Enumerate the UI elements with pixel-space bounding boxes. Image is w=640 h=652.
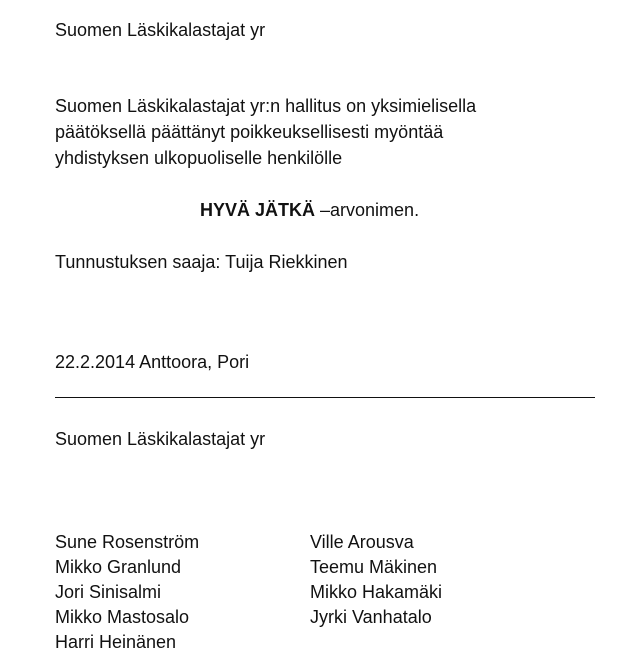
body-line-1: Suomen Läskikalastajat yr:n hallitus on yksimielisella [55,96,477,116]
body-line-3: yhdistyksen ulkopuoliselle henkilölle [55,148,343,168]
signer-name: Mikko Granlund [55,557,182,577]
organization-header: Suomen Läskikalastajat yr [55,20,266,40]
signer-name: Harri Heinänen [55,632,177,652]
body-line-2: päätöksellä päättänyt poikkeuksellisesti myöntää [55,122,444,142]
signer-name: Ville Arousva [310,532,414,552]
signature-organization: Suomen Läskikalastajat yr [55,429,266,449]
date-place: 22.2.2014 Anttoora, Pori [55,352,250,372]
signer-name: Jori Sinisalmi [55,582,162,602]
signer-name: Jyrki Vanhatalo [310,607,432,627]
signature-divider [55,397,595,398]
signer-name: Mikko Hakamäki [310,582,443,602]
recipient-line: Tunnustuksen saaja: Tuija Riekkinen [55,252,348,272]
signer-name: Mikko Mastosalo [55,607,190,627]
signer-name: Teemu Mäkinen [310,557,438,577]
award-title: HYVÄ JÄTKÄ [200,200,316,220]
award-title-line [200,201,419,219]
award-title-suffix: –arvonimen. [315,200,420,220]
signer-name: Sune Rosenström [55,532,200,552]
